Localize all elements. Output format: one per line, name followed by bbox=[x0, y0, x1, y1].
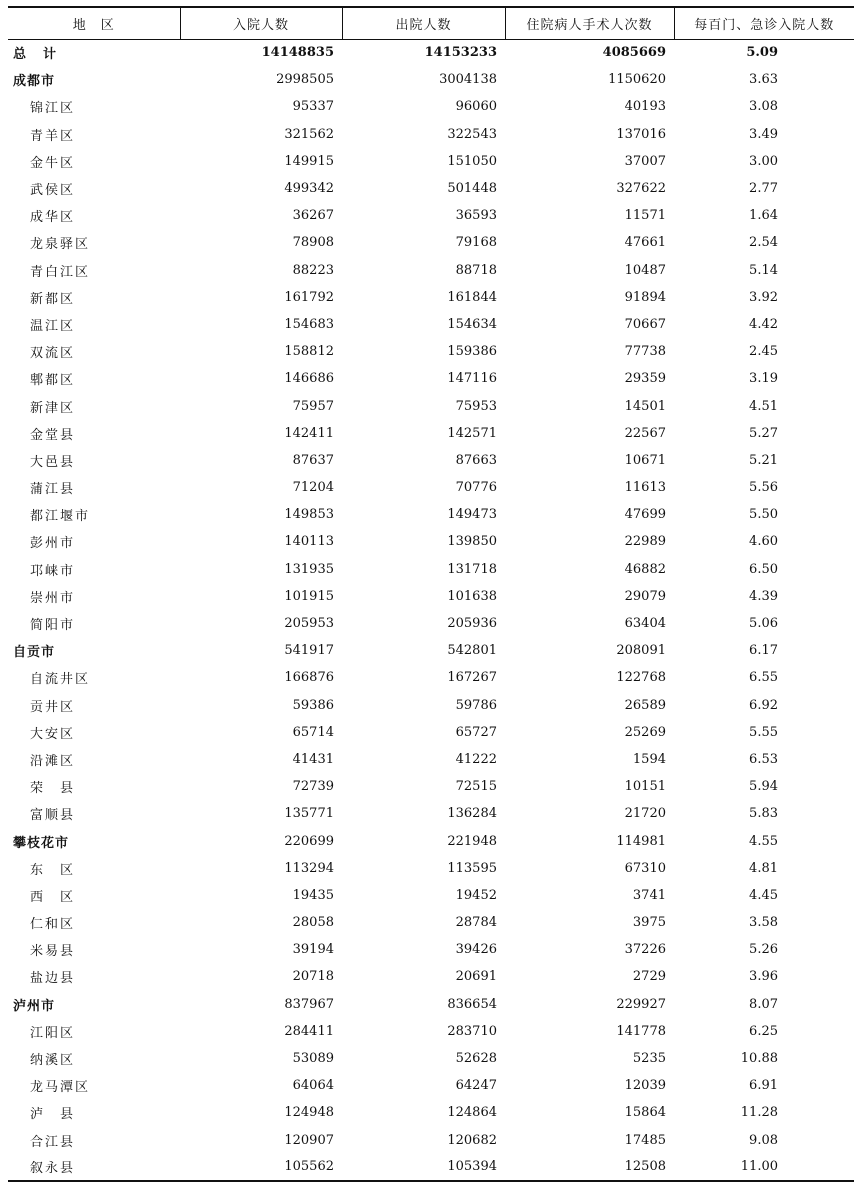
region-name-cell: 纳溪区 bbox=[30, 1053, 76, 1069]
table-row bbox=[8, 556, 854, 583]
table-row bbox=[8, 1154, 854, 1181]
region-name-cell: 崇州市 bbox=[30, 590, 76, 606]
surgeries-cell: 1594 bbox=[632, 751, 666, 767]
discharged-cell: 41222 bbox=[455, 751, 497, 767]
region-name-cell: 仁和区 bbox=[30, 917, 76, 933]
statistics-table-page bbox=[8, 6, 854, 1182]
table-row bbox=[8, 1072, 854, 1099]
admission-rate-cell: 5.09 bbox=[746, 45, 778, 61]
admission-rate-cell: 5.50 bbox=[749, 507, 778, 523]
admitted-cell: 140113 bbox=[284, 534, 334, 550]
discharged-cell: 70776 bbox=[455, 480, 497, 496]
table-row bbox=[8, 583, 854, 610]
table-row bbox=[8, 338, 854, 365]
table-row bbox=[8, 202, 854, 229]
table-row bbox=[8, 664, 854, 691]
table-row bbox=[8, 1127, 854, 1154]
discharged-cell: 75953 bbox=[455, 398, 497, 414]
admitted-cell: 105562 bbox=[180, 1154, 342, 1181]
region-name-cell: 叙永县 bbox=[8, 1154, 180, 1181]
surgeries-cell: 10671 bbox=[624, 452, 666, 468]
admission-rate-cell: 6.55 bbox=[749, 670, 778, 686]
admission-rate-cell: 8.07 bbox=[749, 996, 778, 1012]
discharged-cell: 88718 bbox=[455, 262, 497, 278]
region-name-cell: 武侯区 bbox=[30, 183, 76, 199]
discharged-cell: 20691 bbox=[455, 969, 497, 985]
discharged-cell: 96060 bbox=[455, 99, 497, 115]
region-name-cell: 郫都区 bbox=[30, 373, 76, 389]
surgeries-cell: 141778 bbox=[616, 1023, 666, 1039]
discharged-cell: 87663 bbox=[455, 452, 497, 468]
table-row bbox=[8, 365, 854, 392]
discharged-cell: 3004138 bbox=[439, 72, 497, 88]
discharged-cell: 205936 bbox=[447, 616, 497, 632]
surgeries-cell: 26589 bbox=[624, 697, 666, 713]
header-admitted: 入院人数 bbox=[180, 7, 342, 39]
surgeries-cell: 2729 bbox=[632, 969, 666, 985]
surgeries-cell: 208091 bbox=[616, 643, 666, 659]
surgeries-cell: 47661 bbox=[624, 235, 666, 251]
city-row bbox=[8, 991, 854, 1018]
region-name-cell: 自贡市 bbox=[13, 645, 56, 661]
table-row bbox=[8, 528, 854, 555]
discharged-cell: 36593 bbox=[455, 208, 497, 224]
surgeries-cell: 10151 bbox=[624, 779, 666, 795]
table-row bbox=[8, 392, 854, 419]
admitted-cell: 75957 bbox=[292, 398, 334, 414]
table-header bbox=[8, 7, 854, 39]
admitted-cell: 19435 bbox=[292, 887, 334, 903]
admitted-cell: 64064 bbox=[292, 1078, 334, 1094]
surgeries-cell: 70667 bbox=[624, 316, 666, 332]
surgeries-cell: 122768 bbox=[616, 670, 666, 686]
admission-rate-cell: 5.83 bbox=[749, 806, 778, 822]
admitted-cell: 2998505 bbox=[276, 72, 334, 88]
total-row bbox=[8, 39, 854, 66]
admission-rate-cell: 4.60 bbox=[749, 534, 778, 550]
admission-rate-cell: 2.45 bbox=[749, 344, 778, 360]
region-name-cell: 大邑县 bbox=[30, 454, 76, 470]
surgeries-cell: 25269 bbox=[624, 724, 666, 740]
region-name-cell: 合江县 bbox=[30, 1134, 76, 1150]
admitted-cell: 158812 bbox=[284, 344, 334, 360]
city-row bbox=[8, 637, 854, 664]
admission-rate-cell: 5.55 bbox=[749, 724, 778, 740]
discharged-cell: 161844 bbox=[447, 289, 497, 305]
admitted-cell: 95337 bbox=[292, 99, 334, 115]
region-name-cell: 成华区 bbox=[30, 210, 76, 226]
table-row bbox=[8, 909, 854, 936]
surgeries-cell: 1150620 bbox=[608, 72, 666, 88]
discharged-cell: 79168 bbox=[455, 235, 497, 251]
admitted-cell: 837967 bbox=[284, 996, 334, 1012]
admitted-cell: 149853 bbox=[284, 507, 334, 523]
surgeries-cell: 22989 bbox=[624, 534, 666, 550]
discharged-cell: 64247 bbox=[455, 1078, 497, 1094]
admission-rate-cell: 10.88 bbox=[740, 1051, 778, 1067]
admission-rate-cell: 9.08 bbox=[749, 1132, 778, 1148]
surgeries-cell: 114981 bbox=[616, 833, 666, 849]
admission-rate-cell: 5.56 bbox=[749, 480, 778, 496]
admitted-cell: 321562 bbox=[284, 126, 334, 142]
admitted-cell: 71204 bbox=[292, 480, 334, 496]
admission-rate-cell: 5.14 bbox=[749, 262, 778, 278]
admission-rate-cell: 4.45 bbox=[749, 887, 778, 903]
admission-rate-cell: 5.26 bbox=[749, 942, 778, 958]
table-row bbox=[8, 93, 854, 120]
surgeries-cell: 67310 bbox=[624, 860, 666, 876]
surgeries-cell: 229927 bbox=[616, 996, 666, 1012]
discharged-cell: 65727 bbox=[455, 724, 497, 740]
admitted-cell: 146686 bbox=[284, 371, 334, 387]
admitted-cell: 39194 bbox=[292, 942, 334, 958]
region-name-cell: 泸州市 bbox=[13, 998, 56, 1014]
table-row bbox=[8, 936, 854, 963]
surgeries-cell: 22567 bbox=[624, 425, 666, 441]
admission-rate-cell: 5.21 bbox=[749, 452, 778, 468]
header-discharged: 出院人数 bbox=[342, 7, 505, 39]
admitted-cell: 166876 bbox=[284, 670, 334, 686]
discharged-cell: 836654 bbox=[447, 996, 497, 1012]
surgeries-cell: 29079 bbox=[624, 588, 666, 604]
table-row bbox=[8, 311, 854, 338]
admitted-cell: 131935 bbox=[284, 561, 334, 577]
surgeries-cell: 14501 bbox=[624, 398, 666, 414]
admission-rate-cell: 4.55 bbox=[749, 833, 778, 849]
admission-rate-cell: 6.50 bbox=[749, 561, 778, 577]
admitted-cell: 142411 bbox=[284, 425, 334, 441]
discharged-cell: 113595 bbox=[447, 860, 497, 876]
region-name-cell: 蒲江县 bbox=[30, 482, 76, 498]
region-name-cell: 攀枝花市 bbox=[13, 835, 70, 851]
admitted-cell: 78908 bbox=[292, 235, 334, 251]
admission-rate-cell: 3.63 bbox=[749, 72, 778, 88]
region-name-cell: 都江堰市 bbox=[30, 509, 91, 525]
discharged-cell: 542801 bbox=[447, 643, 497, 659]
discharged-cell: 151050 bbox=[447, 153, 497, 169]
discharged-cell: 124864 bbox=[447, 1105, 497, 1121]
discharged-cell: 39426 bbox=[455, 942, 497, 958]
admission-rate-cell: 3.49 bbox=[749, 126, 778, 142]
region-name-cell: 龙马潭区 bbox=[30, 1080, 91, 1096]
table-row bbox=[8, 963, 854, 990]
table-row bbox=[8, 148, 854, 175]
table-row bbox=[8, 800, 854, 827]
region-name-cell: 富顺县 bbox=[30, 808, 76, 824]
discharged-cell: 154634 bbox=[447, 316, 497, 332]
discharged-cell: 131718 bbox=[447, 561, 497, 577]
region-name-cell: 泸 县 bbox=[30, 1107, 76, 1123]
admission-rate-cell: 6.25 bbox=[749, 1023, 778, 1039]
admitted-cell: 499342 bbox=[284, 181, 334, 197]
region-name-cell: 新都区 bbox=[30, 291, 76, 307]
city-row bbox=[8, 66, 854, 93]
admission-rate-cell: 3.08 bbox=[749, 99, 778, 115]
table-row bbox=[8, 257, 854, 284]
region-name-cell: 新津区 bbox=[30, 400, 76, 416]
surgeries-cell: 63404 bbox=[624, 616, 666, 632]
admitted-cell: 161792 bbox=[284, 289, 334, 305]
admitted-cell: 120907 bbox=[284, 1132, 334, 1148]
surgeries-cell: 137016 bbox=[616, 126, 666, 142]
surgeries-cell: 5235 bbox=[632, 1051, 666, 1067]
admission-rate-cell: 6.92 bbox=[749, 697, 778, 713]
table-row bbox=[8, 692, 854, 719]
admission-rate-cell: 3.58 bbox=[749, 915, 778, 931]
table-row bbox=[8, 610, 854, 637]
discharged-cell: 167267 bbox=[447, 670, 497, 686]
table-row bbox=[8, 855, 854, 882]
admitted-cell: 205953 bbox=[284, 616, 334, 632]
admission-rate-cell: 5.94 bbox=[749, 779, 778, 795]
admission-rate-cell: 5.06 bbox=[749, 616, 778, 632]
admitted-cell: 65714 bbox=[292, 724, 334, 740]
admission-rate-cell: 6.53 bbox=[749, 751, 778, 767]
admitted-cell: 101915 bbox=[284, 588, 334, 604]
table-row bbox=[8, 284, 854, 311]
surgeries-cell: 11571 bbox=[624, 208, 666, 224]
admission-rate-cell: 6.91 bbox=[749, 1078, 778, 1094]
region-name-cell: 简阳市 bbox=[30, 618, 76, 634]
discharged-cell: 142571 bbox=[447, 425, 497, 441]
admission-rate-cell: 5.27 bbox=[749, 425, 778, 441]
surgeries-cell: 17485 bbox=[624, 1132, 666, 1148]
admission-rate-cell: 3.00 bbox=[749, 153, 778, 169]
table-row bbox=[8, 121, 854, 148]
admission-rate-cell: 3.92 bbox=[749, 289, 778, 305]
admission-rate-cell: 4.51 bbox=[749, 398, 778, 414]
surgeries-cell: 21720 bbox=[624, 806, 666, 822]
discharged-cell: 139850 bbox=[447, 534, 497, 550]
surgeries-cell: 3741 bbox=[632, 887, 666, 903]
table-row bbox=[8, 882, 854, 909]
table-row bbox=[8, 1018, 854, 1045]
region-name-cell: 西 区 bbox=[30, 889, 76, 905]
region-name-cell: 沿滩区 bbox=[30, 753, 76, 769]
surgeries-cell: 47699 bbox=[624, 507, 666, 523]
discharged-cell: 159386 bbox=[447, 344, 497, 360]
discharged-cell: 105394 bbox=[342, 1154, 505, 1181]
admitted-cell: 124948 bbox=[284, 1105, 334, 1121]
discharged-cell: 136284 bbox=[447, 806, 497, 822]
admitted-cell: 53089 bbox=[292, 1051, 334, 1067]
region-name-cell: 成都市 bbox=[13, 74, 56, 90]
admitted-cell: 149915 bbox=[284, 153, 334, 169]
surgeries-cell: 91894 bbox=[624, 289, 666, 305]
admission-rate-cell: 11.28 bbox=[740, 1105, 778, 1121]
admitted-cell: 14148835 bbox=[261, 45, 334, 61]
surgeries-cell: 327622 bbox=[616, 181, 666, 197]
admitted-cell: 154683 bbox=[284, 316, 334, 332]
region-name-cell: 总 计 bbox=[13, 47, 59, 63]
region-name-cell: 盐边县 bbox=[30, 971, 76, 987]
surgeries-cell: 11613 bbox=[624, 480, 666, 496]
table-row bbox=[8, 719, 854, 746]
table-row bbox=[8, 474, 854, 501]
table-row bbox=[8, 501, 854, 528]
region-name-cell: 青羊区 bbox=[30, 128, 76, 144]
discharged-cell: 59786 bbox=[455, 697, 497, 713]
discharged-cell: 52628 bbox=[455, 1051, 497, 1067]
table-row bbox=[8, 229, 854, 256]
admission-rate-cell: 3.19 bbox=[749, 371, 778, 387]
discharged-cell: 14153233 bbox=[424, 45, 497, 61]
admission-rate-cell: 2.77 bbox=[749, 181, 778, 197]
table-row bbox=[8, 447, 854, 474]
table-row bbox=[8, 746, 854, 773]
discharged-cell: 101638 bbox=[447, 588, 497, 604]
surgeries-cell: 3975 bbox=[632, 915, 666, 931]
surgeries-cell: 15864 bbox=[624, 1105, 666, 1121]
admitted-cell: 541917 bbox=[284, 643, 334, 659]
header-surgeries: 住院病人手术人次数 bbox=[505, 7, 674, 39]
admission-rate-cell: 4.81 bbox=[749, 860, 778, 876]
region-name-cell: 双流区 bbox=[30, 346, 76, 362]
admitted-cell: 20718 bbox=[292, 969, 334, 985]
surgeries-cell: 12508 bbox=[505, 1154, 674, 1181]
admitted-cell: 135771 bbox=[284, 806, 334, 822]
header-region: 地 区 bbox=[8, 7, 180, 39]
region-name-cell: 温江区 bbox=[30, 318, 76, 334]
surgeries-cell: 77738 bbox=[624, 344, 666, 360]
admitted-cell: 88223 bbox=[292, 262, 334, 278]
surgeries-cell: 4085669 bbox=[602, 45, 666, 61]
discharged-cell: 283710 bbox=[447, 1023, 497, 1039]
table-row bbox=[8, 773, 854, 800]
region-name-cell: 东 区 bbox=[30, 862, 76, 878]
discharged-cell: 501448 bbox=[447, 181, 497, 197]
table-row bbox=[8, 175, 854, 202]
surgeries-cell: 40193 bbox=[624, 99, 666, 115]
region-name-cell: 青白江区 bbox=[30, 264, 91, 280]
surgeries-cell: 29359 bbox=[624, 371, 666, 387]
admission-rate-cell: 1.64 bbox=[749, 208, 778, 224]
surgeries-cell: 37007 bbox=[624, 153, 666, 169]
region-name-cell: 大安区 bbox=[30, 726, 76, 742]
region-name-cell: 龙泉驿区 bbox=[30, 237, 91, 253]
admitted-cell: 284411 bbox=[284, 1023, 334, 1039]
region-name-cell: 米易县 bbox=[30, 944, 76, 960]
admitted-cell: 72739 bbox=[292, 779, 334, 795]
hospital-admissions-table bbox=[8, 6, 854, 1182]
table-row bbox=[8, 1045, 854, 1072]
header-row bbox=[8, 7, 854, 39]
region-name-cell: 金堂县 bbox=[30, 427, 76, 443]
region-name-cell: 金牛区 bbox=[30, 155, 76, 171]
region-name-cell: 自流井区 bbox=[30, 672, 91, 688]
discharged-cell: 221948 bbox=[447, 833, 497, 849]
admission-rate-cell: 6.17 bbox=[749, 643, 778, 659]
discharged-cell: 120682 bbox=[447, 1132, 497, 1148]
admitted-cell: 87637 bbox=[292, 452, 334, 468]
city-row bbox=[8, 827, 854, 854]
admitted-cell: 220699 bbox=[284, 833, 334, 849]
table-row bbox=[8, 1099, 854, 1126]
admitted-cell: 36267 bbox=[292, 208, 334, 224]
region-name-cell: 邛崃市 bbox=[30, 563, 76, 579]
discharged-cell: 19452 bbox=[455, 887, 497, 903]
discharged-cell: 149473 bbox=[447, 507, 497, 523]
region-name-cell: 贡井区 bbox=[30, 699, 76, 715]
table-body bbox=[8, 39, 854, 1181]
discharged-cell: 147116 bbox=[447, 371, 497, 387]
region-name-cell: 荣 县 bbox=[30, 781, 76, 797]
header-admission-rate: 每百门、急诊入院人数 bbox=[674, 7, 854, 39]
region-name-cell: 江阳区 bbox=[30, 1025, 76, 1041]
admitted-cell: 59386 bbox=[292, 697, 334, 713]
admission-rate-cell: 4.42 bbox=[749, 316, 778, 332]
discharged-cell: 322543 bbox=[447, 126, 497, 142]
admitted-cell: 113294 bbox=[284, 860, 334, 876]
discharged-cell: 72515 bbox=[455, 779, 497, 795]
admission-rate-cell: 2.54 bbox=[749, 235, 778, 251]
surgeries-cell: 37226 bbox=[624, 942, 666, 958]
surgeries-cell: 12039 bbox=[624, 1078, 666, 1094]
surgeries-cell: 10487 bbox=[624, 262, 666, 278]
table-row bbox=[8, 420, 854, 447]
admission-rate-cell: 11.00 bbox=[674, 1154, 854, 1181]
surgeries-cell: 46882 bbox=[624, 561, 666, 577]
region-name-cell: 彭州市 bbox=[30, 536, 76, 552]
region-name-cell: 锦江区 bbox=[30, 101, 76, 117]
admission-rate-cell: 3.96 bbox=[749, 969, 778, 985]
admission-rate-cell: 4.39 bbox=[749, 588, 778, 604]
admitted-cell: 28058 bbox=[292, 915, 334, 931]
discharged-cell: 28784 bbox=[455, 915, 497, 931]
admitted-cell: 41431 bbox=[292, 751, 334, 767]
